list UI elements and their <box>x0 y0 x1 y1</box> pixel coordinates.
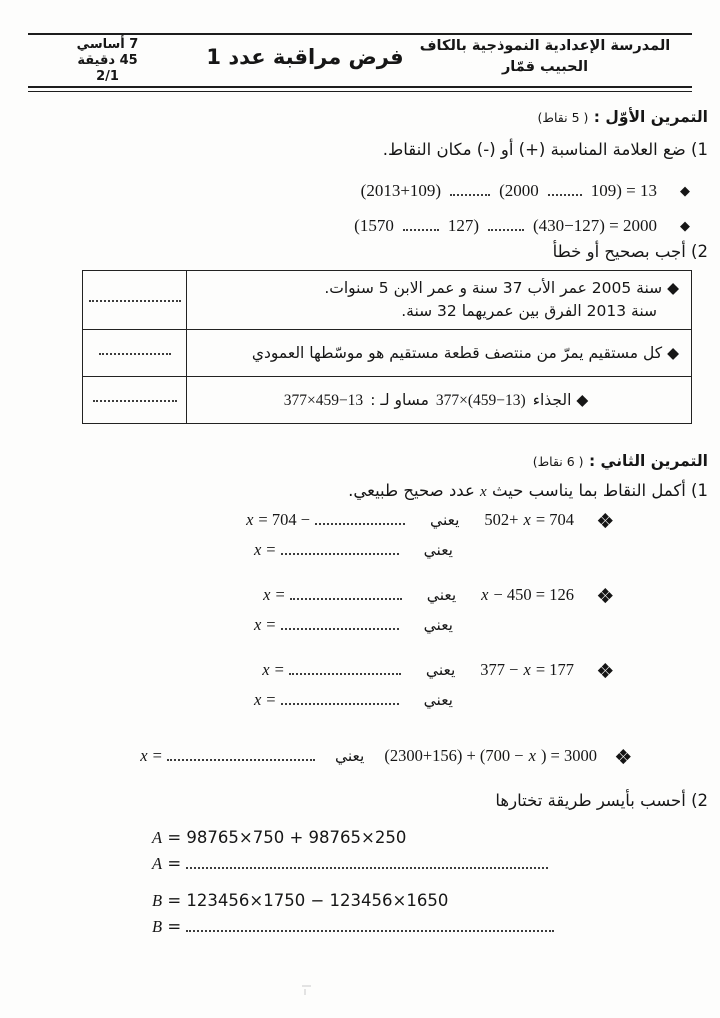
means-label: يعني <box>426 586 457 604</box>
exercise2-heading-title: التمرين الثاني : <box>588 452 708 470</box>
answer-dots <box>281 626 399 630</box>
sign-equation-2 <box>354 216 690 236</box>
four-diamond-bullet-icon <box>599 664 612 677</box>
means-label: يعني <box>430 511 460 529</box>
answer-dots <box>281 701 399 705</box>
answer-dots <box>167 757 315 761</box>
equation-block3-line1 <box>262 660 612 680</box>
answer-dots <box>548 192 582 196</box>
variable-a: A <box>152 854 163 873</box>
statement-label: ◆ الجذاء <box>532 390 589 409</box>
equation-part: 109) = 13 <box>590 181 657 200</box>
given-pre: 502+ <box>484 510 519 529</box>
answer-dots <box>281 551 399 555</box>
calc-a-answer <box>152 854 548 874</box>
variable-x: x <box>246 510 254 529</box>
given-equation <box>484 510 574 530</box>
answer-mid: = <box>266 615 276 634</box>
statement-line1: ◆ كل مستقيم يمرّ من منتصف قطعة مستقيم هو موسّطها العمودي <box>251 343 679 362</box>
answer-dots <box>289 671 401 675</box>
calc-b-answer <box>152 917 554 937</box>
given-post: − 450 = 126 <box>493 585 574 604</box>
equation-block1-line2 <box>254 540 453 560</box>
given-pre: (2300+156) + (700 − <box>384 746 524 765</box>
equation-block4 <box>140 746 630 766</box>
equation-block3-line2 <box>254 690 453 710</box>
means-label: يعني <box>334 747 365 765</box>
answer-dots <box>488 227 524 231</box>
statement-line1: ◆ سنة 2005 عمر الأب 37 سنة و عمر الابن 5 سنوات. <box>324 279 679 297</box>
means-label: يعني <box>423 691 453 709</box>
table-row <box>83 377 691 423</box>
exercise1-heading <box>538 108 708 126</box>
question-text-pre: 1) أكمل النقاط بما يناسب حيث <box>491 481 708 500</box>
answer-dots <box>186 928 554 932</box>
answer-mid: = <box>266 690 276 709</box>
statement-line2: سنة 2013 الفرق بين عمريهما 32 سنة. <box>401 302 657 320</box>
equals-sign: = <box>167 917 182 936</box>
four-diamond-bullet-icon <box>617 750 630 763</box>
school-line1: المدرسة الإعدادية النموذجية بالكاف <box>419 38 671 54</box>
equation-part: 127) <box>447 216 479 235</box>
answer-mid: = 704 − <box>258 510 311 529</box>
variable-x: x <box>140 746 148 765</box>
answer-dots <box>186 865 548 869</box>
variable-x: x <box>481 585 489 604</box>
given-equation <box>384 746 597 766</box>
variable-b: B <box>152 917 163 936</box>
diamond-bullet-icon: ◆ <box>680 183 690 199</box>
answer-dots <box>93 398 177 402</box>
given-equation <box>480 660 574 680</box>
answer-cell <box>83 271 187 329</box>
header-rule-bottom <box>28 86 692 88</box>
answer-cell <box>83 377 187 423</box>
four-diamond-bullet-icon <box>599 514 612 527</box>
answer-mid: = <box>266 540 276 559</box>
school-name <box>400 36 690 78</box>
exam-title: فرض مراقبة عدد 1 <box>206 45 404 69</box>
answer-expression <box>254 690 399 710</box>
statement-cell <box>187 377 691 423</box>
variable-x: x <box>528 746 536 765</box>
four-diamond-bullet-icon <box>599 589 612 602</box>
variable-x: x <box>523 660 531 679</box>
equation-part: (430−127) = 2000 <box>533 216 657 235</box>
equation-block2-line1 <box>263 585 612 605</box>
variable-x: x <box>523 510 531 529</box>
answer-cell <box>83 330 187 376</box>
variable-a: A <box>152 828 163 847</box>
product-expression: 377×(459−13) <box>435 391 526 409</box>
means-label: يعني <box>423 541 453 559</box>
exercise2-question2: 2) أحسب بأيسر طريقة تختارها <box>495 791 708 810</box>
given-equation <box>481 585 574 605</box>
given-post: = 177 <box>535 660 574 679</box>
calc-a <box>152 828 548 874</box>
answer-mid: = <box>275 585 285 604</box>
school-line2: الحبيب قمّار <box>501 59 589 75</box>
variable-x: x <box>253 540 262 559</box>
calc-b-expression <box>152 891 554 911</box>
expression: = 98765×750 + 98765×250 <box>167 828 407 847</box>
answer-mid: = <box>274 660 284 679</box>
answer-dots <box>315 521 405 525</box>
equation-part: (2000 <box>499 181 539 200</box>
exercise1-heading-title: التمرين الأوّل : <box>593 108 708 126</box>
answer-expression <box>246 510 405 530</box>
exercise1-question2: 2) أجب بصحيح أو خطأ <box>552 242 708 261</box>
equation-part: (2013+109) <box>360 181 442 200</box>
answer-dots <box>403 227 439 231</box>
variable-b: B <box>152 891 163 910</box>
variable-x: x <box>263 585 271 604</box>
exercise1-points: ( 5 نقاط) <box>537 110 589 125</box>
table-row <box>83 330 691 377</box>
answer-dots <box>290 596 402 600</box>
diamond-bullet-icon: ◆ <box>680 218 690 234</box>
equation-part: (1570 <box>354 216 394 235</box>
variable-x: x <box>253 615 262 634</box>
exercise2-question1 <box>348 481 708 501</box>
statement-cell <box>187 330 691 376</box>
sign-equation-1 <box>361 181 690 201</box>
scan-artifact <box>300 985 316 996</box>
calc-b <box>152 891 554 937</box>
answer-expression <box>140 746 315 766</box>
header-rule-top <box>28 33 692 35</box>
true-false-table <box>82 270 692 424</box>
answer-expression <box>262 660 401 680</box>
answer-dots <box>99 351 171 355</box>
exercise2-points: ( 6 نقاط) <box>532 454 584 469</box>
statement-cell <box>187 271 691 329</box>
question-text-post: عدد صحيح طبيعي. <box>348 481 475 500</box>
duration: 45 دقيقة <box>77 53 138 68</box>
given-post: ) = 3000 <box>540 746 597 765</box>
header-rule-bottom-thin <box>28 91 692 92</box>
given-post: = 704 <box>535 510 574 529</box>
answer-dots <box>450 192 490 196</box>
variable-x: x <box>262 660 270 679</box>
header-meta <box>55 37 160 85</box>
answer-expression <box>254 540 399 560</box>
equals-sign: = <box>167 854 182 873</box>
grade-level: 7 أساسي <box>76 37 139 52</box>
table-row <box>83 271 691 330</box>
answer-expression <box>263 585 402 605</box>
exercise2-heading <box>533 452 708 470</box>
answer-dots <box>89 298 181 302</box>
expression: = 123456×1750 − 123456×1650 <box>167 891 449 910</box>
variable-x: x <box>253 690 262 709</box>
equation-block2-line2 <box>254 615 453 635</box>
exercise1-question1: 1) ضع العلامة المناسبة (+) أو (-) مكان النقاط. <box>382 140 708 159</box>
page-number: 2/1 <box>96 69 119 84</box>
given-pre: 377 − <box>480 660 519 679</box>
means-label: يعني <box>425 661 456 679</box>
equation-block1-line1 <box>246 510 612 530</box>
variable-x: x <box>480 484 487 500</box>
means-label: يعني <box>423 616 453 634</box>
calc-a-expression <box>152 828 548 848</box>
statement-middle: مساو لـ : <box>370 390 429 409</box>
answer-expression <box>254 615 399 635</box>
claimed-result: 377×459−13 <box>283 391 364 409</box>
answer-mid: = <box>152 746 162 765</box>
